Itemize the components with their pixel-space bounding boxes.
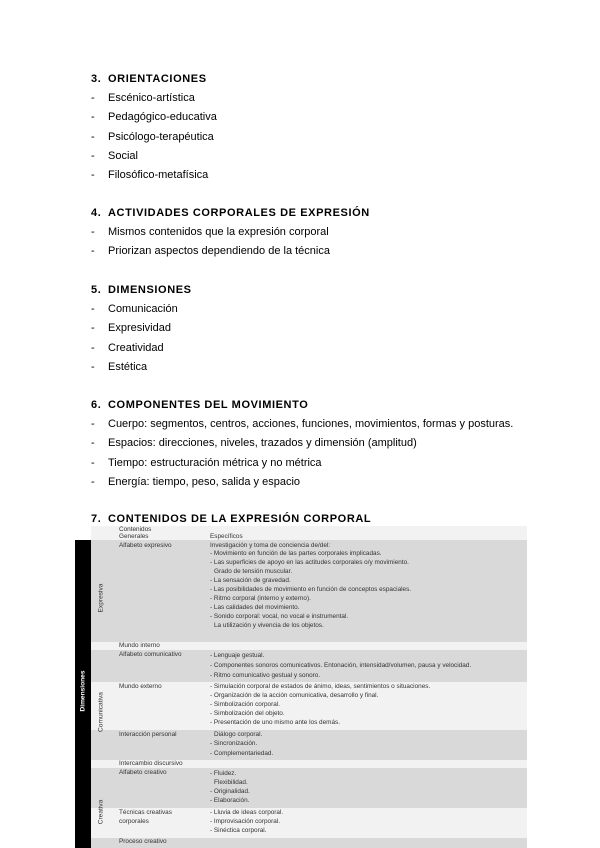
ae-line: - Las posibilidades de movimiento en función de conceptos espaciales. xyxy=(210,586,412,593)
row-intercambio-discursivo: Intercambio discursivo xyxy=(119,760,183,767)
list-item: - Cuerpo: segmentos, centros, acciones, funciones, movimientos, formas y posturas. xyxy=(91,418,514,430)
section-title: 6. COMPONENTES DEL MOVIMIENTO xyxy=(91,399,309,411)
ip-line: - Complementariedad. xyxy=(210,750,274,757)
table-header-band xyxy=(91,526,527,540)
header-especificos: Específicos xyxy=(210,533,243,540)
section-title: 4. ACTIVIDADES CORPORALES DE EXPRESIÓN xyxy=(91,207,370,219)
ae-line: - Las calidades del movimiento. xyxy=(210,604,300,611)
tc-line: - Lluvia de ideas corporal. xyxy=(210,809,284,816)
row-mundo-externo: Mundo externo xyxy=(119,683,162,690)
list-item: - Estética xyxy=(91,360,148,373)
list-item: - Energía: tiempo, peso, salida y espacio xyxy=(91,475,301,488)
acr-line: - Elaboración. xyxy=(210,797,250,804)
section-title: 7. CONTENIDOS DE LA EXPRESIÓN CORPORAL xyxy=(91,513,372,525)
row-alfabeto-creativo: Alfabeto creativo xyxy=(119,769,167,776)
acr-line: - Fluidez. xyxy=(210,770,237,777)
list-item: - Comunicación xyxy=(91,303,178,315)
section-title: 3. ORIENTACIONES xyxy=(91,73,207,85)
row-proceso-creativo: Proceso creativo xyxy=(119,838,167,845)
list-item: - Tiempo: estructuración métrica y no métrica xyxy=(91,456,322,469)
tc-line: - Improvisación corporal. xyxy=(210,818,280,825)
section-title: 5. DIMENSIONES xyxy=(91,284,192,296)
ae-line: Grado de tensión muscular. xyxy=(214,568,293,575)
list-item: - Filosófico-metafísica xyxy=(91,169,209,182)
group-creativa: Creativa xyxy=(97,799,105,825)
row-alfabeto-comunicativo: Alfabeto comunicativo xyxy=(119,651,182,658)
dimensions-label: Dimensiones xyxy=(79,670,87,712)
me-line: - Presentación de uno mismo ante los demás. xyxy=(210,719,341,726)
row-tecnicas-creativas-2: corporales xyxy=(119,818,149,825)
list-item: - Psicólogo-terapéutica xyxy=(91,130,214,143)
contenidos-table xyxy=(75,526,527,848)
list-item: - Pedagógico-educativa xyxy=(91,111,217,124)
me-line: - Simbolización del objeto. xyxy=(210,710,285,717)
list-item: - Mismos contenidos que la expresión corporal xyxy=(91,226,329,238)
list-item: - Escénico-artística xyxy=(91,92,195,104)
ae-line: La utilización y vivencia de los objetos. xyxy=(214,622,324,629)
list-item: - Priorizan aspectos dependiendo de la técnica xyxy=(91,245,330,258)
ae-line: - Sonido corporal: vocal, no vocal e instrumental. xyxy=(210,613,349,620)
ae-line: - Movimiento en función de las partes corporales implicadas. xyxy=(210,550,382,557)
list-item: - Social xyxy=(91,149,138,162)
ae-line: - La sensación de gravedad. xyxy=(210,577,291,584)
section-dimensiones xyxy=(91,281,531,377)
ae-line: - Ritmo corporal (interno y externo). xyxy=(210,595,311,602)
section-actividades xyxy=(91,204,531,262)
ip-line: - Sincronización. xyxy=(210,740,258,747)
ac-line: - Componentes sonoros comunicativos. Entonación, intensidad/volumen, pausa y velocidad. xyxy=(210,662,472,669)
tc-line: - Sinéctica corporal. xyxy=(210,827,267,834)
acr-line: Flexibilidad. xyxy=(214,779,248,786)
ae-line: Investigación y toma de conciencia de/del: xyxy=(210,542,331,549)
acr-line: - Originalidad. xyxy=(210,788,250,795)
list-item: - Creatividad xyxy=(91,341,164,354)
row-alfabeto-expresivo: Alfabeto expresivo xyxy=(119,542,172,549)
me-line: - Simbolización corporal. xyxy=(210,701,280,708)
row-interaccion-personal: Interacción personal xyxy=(119,731,177,738)
list-item: - Espacios: direcciones, niveles, trazados y dimensión (amplitud) xyxy=(91,437,417,450)
section-componentes xyxy=(91,396,531,492)
header-contenidos: Contenidos xyxy=(119,526,152,533)
group-expresiva: Expresiva xyxy=(97,583,105,613)
me-line: - Organización de la acción comunicativa, desarrollo y final. xyxy=(210,692,379,699)
ae-line: - Las superficies de apoyo en las actitudes corporales o/y movimiento. xyxy=(210,559,409,566)
header-generales: Generales xyxy=(119,533,149,540)
row-mundo-interno: Mundo interno xyxy=(119,642,160,649)
ip-line: Diálogo corporal. xyxy=(214,731,263,738)
list-item: - Expresividad xyxy=(91,322,171,335)
group-comunicativa: Comunicativa xyxy=(97,692,105,732)
me-line: - Simulación corporal de estados de ánimo, ideas, sentimientos o situaciones. xyxy=(210,683,431,690)
ac-line: - Ritmo comunicativo gestual y sonoro. xyxy=(210,672,321,679)
section-orientaciones xyxy=(91,70,531,185)
row-tecnicas-creativas: Técnicas creativas xyxy=(119,809,172,816)
ac-line: - Lenguaje gestual. xyxy=(210,652,265,659)
